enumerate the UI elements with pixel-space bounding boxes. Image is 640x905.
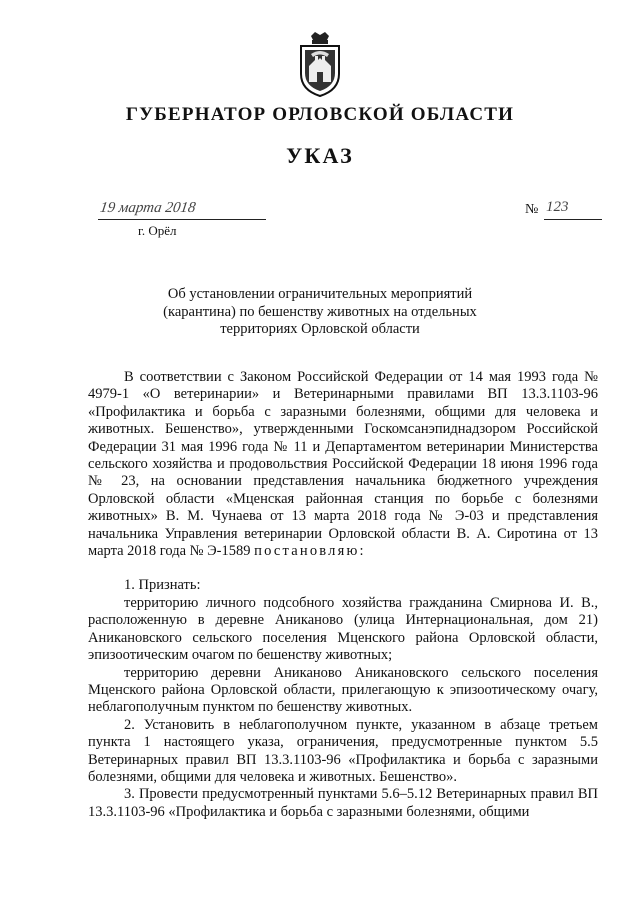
city-label: г. Орёл <box>138 223 177 238</box>
decree-body <box>88 369 598 821</box>
resolution-word: постановляю: <box>254 543 366 560</box>
orel-region-coat-of-arms-icon <box>297 30 343 100</box>
clause-3: 3. Провести предусмотренный пунктами 5.6–5.12 Ветеринарных правил ВП 13.3.1103-96 «Профилактика и борьба с заразными болезнями, общими <box>88 786 598 820</box>
clause-1-heading: 1. Признать: <box>124 577 201 594</box>
decree-subject: Об установлении ограничительных мероприятий (карантина) по бешенству животных на отдельных территориях Орловской области <box>163 286 477 337</box>
clause-1-item-b: территорию деревни Аниканово Аникановского сельского поселения Мценского района Орловской области, прилегающую к эпизоотическому очагу, неблагополучным пунктом по бешенству животных. <box>88 664 598 716</box>
document-type-title: УКАЗ <box>286 143 354 168</box>
number-underline <box>544 219 602 220</box>
intro-text: В соответствии с Законом Российской Федерации от 14 мая 1993 года № 4979-1 «О ветеринарии» и Ветеринарными правилами ВП 13.3.1103-96 «Профилактика и борьба с заразными болезнями, общими для человека и животных. Бешенство», утвержденными Госкомсанэпиднадзором Российской Федерации 31 мая 1996 года № 11 и Департаментом ветеринарии Министерства сельского хозяйства и продовольствия Российской Федерации 18 июня 1996 года № 23, на основании представления начальника бюджетного учреждения Орловской области «Мценская районная станция по борьбе с болезнями животных» В. М. Чунаева от 13 марта 2018 года № Э-03 и представления начальника Управления ветеринарии Орловской области В. А. Сиротина от 13 марта 2018 года № Э-1589 <box>88 369 598 560</box>
clause-2: 2. Установить в неблагополучном пункте, указанном в абзаце третьем пункта 1 настоящего указа, ограничения, предусмотренные пунктом 5.5 Ветеринарных правил ВП 13.3.1103-96 «Профилактика и борьба с заразными болезнями, общими для человека и животных. Бешенство». <box>88 716 598 785</box>
date-underline <box>98 219 266 220</box>
clause-1-item-a: территорию личного подсобного хозяйства гражданина Смирнова И. В., расположенную в деревне Аниканово (улица Интернациональная, дом 21) Аникановского сельского поселения Мценского района Орловской области, эпизоотическим очагом по бешенству животных; <box>88 594 598 664</box>
number-label: № <box>525 202 539 217</box>
handwritten-date: 19 марта 2018 <box>98 200 197 216</box>
intro-paragraph <box>88 369 598 560</box>
governor-title: ГУБЕРНАТОР ОРЛОВСКОЙ ОБЛАСТИ <box>125 104 515 125</box>
handwritten-number: 123 <box>546 199 569 215</box>
